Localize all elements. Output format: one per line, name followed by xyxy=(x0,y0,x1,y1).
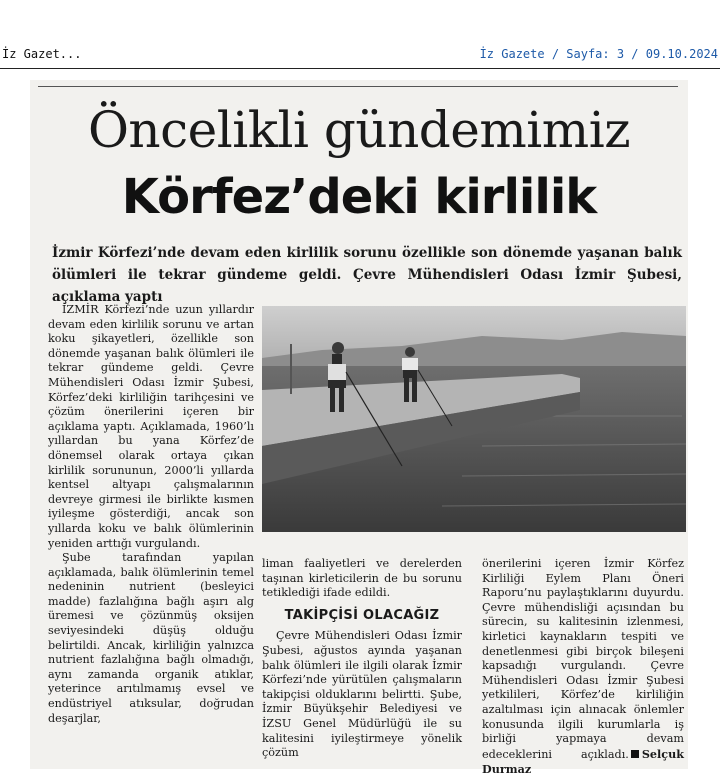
paragraph xyxy=(482,557,684,778)
publication-title[interactable]: İz Gazet... xyxy=(2,47,82,61)
top-rule xyxy=(38,86,678,87)
headline-line-1: Öncelikli gündemimiz xyxy=(87,101,631,159)
newspaper-clipping xyxy=(30,80,688,777)
fishermen-on-pier-photo xyxy=(262,306,686,532)
page-info[interactable]: İz Gazete / Sayfa: 3 / 09.10.2024 xyxy=(479,47,718,61)
square-bullet-icon xyxy=(631,750,639,758)
article-subhead: İzmir Körfezi’nde devam eden kirlilik sorunu özellikle son dönemde yaşanan balık ölümleri ile tekrar gündeme geldi. Çevre Mühendisleri Odası İzmir Şubesi, açıklama yaptı xyxy=(52,245,682,305)
section-title: TAKİPÇİSİ OLACAĞIZ xyxy=(284,607,440,623)
paragraph-text: önerilerini içeren İzmir Körfez Kirliliği Eylem Planı Öneri Raporu’nu paylaştıklarını duyurdu. Çevre mühendisliği açısından bu sürecin, su kalitesinin izlenmesi, kirletici kaynakların tespiti ve denetlenmesi gibi birçok bileşeni kapsadığı vurgulandı. Çevre Mühendisleri Odası İzmir Şubesi yetkilileri, Körfez’de kirliliğin azaltılması için alınacak önlemler konusunda ilgili kurumlarla iş birliği yapmaya devam edeceklerini açıkladı. xyxy=(482,557,684,761)
headline-line-2: Körfez’deki kirlilik xyxy=(121,169,597,225)
article-column-3 xyxy=(482,557,684,778)
photo-graphic xyxy=(262,306,686,532)
paragraph: Şube tarafından yapılan açıklamada, balık ölümlerinin temel nedeninin nutrient (besleyici madde) fazlalığına bağlı aşırı alg üremesi ve çözünmüş oksijen seviyesindeki düşüş olduğu belirtildi. Ancak, kirliliğin yalnızca nutrient fazlalığına bağlı olmadığı, aynı zamanda organik atıklar, yeterince arıtılmamış evsel ve endüstriyel atıksular, doğrudan deşarjlar, xyxy=(48,551,254,725)
paragraph: Çevre Mühendisleri Odası İzmir Şubesi, ağustos ayında yaşanan balık ölümleri ile ilgili olarak İzmir Körfezi’nde yürütülen çalışmaların takipçisi olduklarını belirtti. Şube, İzmir Büyükşehir Belediyesi ve İZSU Genel Müdürlüğü ile su kalitesini iyileştirmeye yönelik çözüm xyxy=(262,629,462,760)
article-column-2 xyxy=(262,557,462,761)
header-divider xyxy=(0,68,720,69)
article-column-1 xyxy=(48,303,254,726)
author-name: Selçuk Durmaz xyxy=(482,746,684,777)
viewer-header xyxy=(0,0,720,70)
paragraph: İZMİR Körfezi’nde uzun yıllardır devam eden kirlilik sorunu ve artan koku şikayetleri, özellikle son dönemde yaşanan balık ölümleri ile tekrar gündeme geldi. Çevre Mühendisleri Odası İzmir Şubesi, Körfez’deki kirliliğin tarihçesini ve çözüm önerilerini içeren bir açıklama yaptı. Açıklamada, 1960’lı yıllardan bu yana Körfez’de dönemsel olarak ortaya çıkan kirlilik sorununun, 2000’li yıllarda kentsel altyapı çalışmalarının devreye girmesi ile birlikte kısmen iyileşme gösterdiği, ancak son yıllarda koku ve balık ölümlerinin yeniden arttığı vurgulandı. xyxy=(48,303,254,550)
paragraph: liman faaliyetleri ve derelerden taşınan kirleticilerin de bu sorunu tetiklediği ifade edildi. xyxy=(262,557,462,600)
